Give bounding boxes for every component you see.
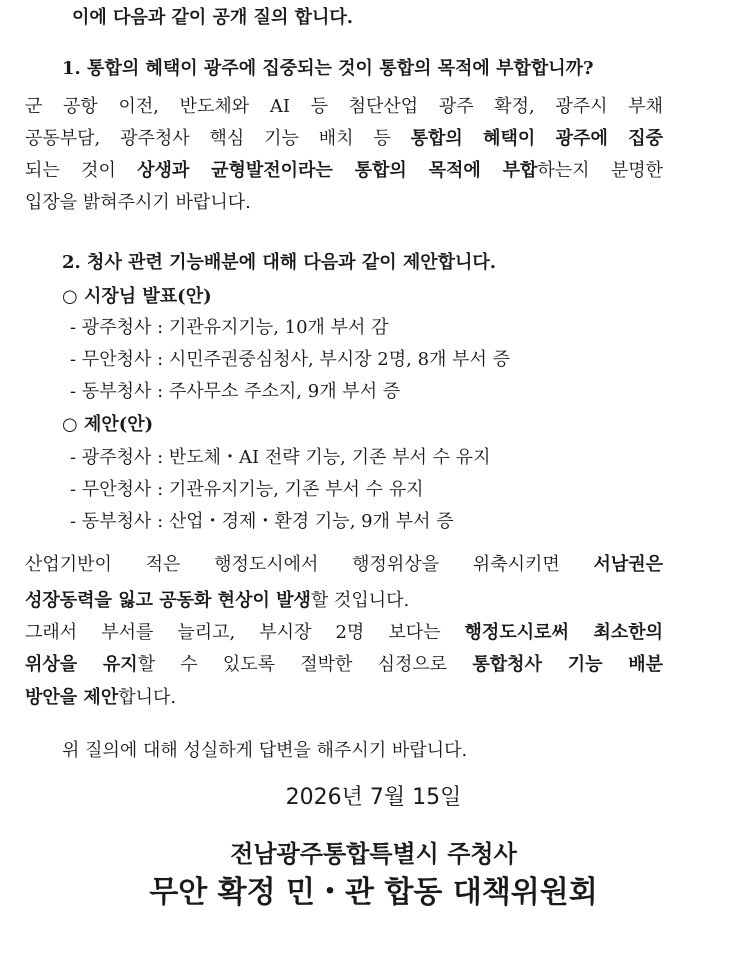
emphasis-text: 위상을 유지: [25, 654, 138, 675]
q2-heading: 2. 청사 관련 기능배분에 대해 다음과 같이 제안합니다.: [62, 252, 497, 273]
mayor-plan-item: - 광주청사 : 기관유지기능, 10개 부서 감: [70, 317, 389, 338]
emphasis-text: 통합청사 기능 배분: [472, 654, 663, 675]
body-text: 합니다.: [118, 687, 177, 708]
q1-line: [25, 127, 663, 151]
emphasis-text: 방안을 제안: [25, 687, 119, 708]
mayor-plan-item: - 동부청사 : 주사무소 주소지, 9개 부서 증: [70, 381, 401, 402]
emphasis-text: 성장동력을 잃고 공동화 현상이 발생: [25, 590, 311, 611]
body-text: 할 것입니다.: [310, 590, 410, 611]
body-text: 그래서 부서를 늘리고, 부시장 2명 보다는: [25, 622, 465, 643]
intro-line: 이에 다음과 같이 공개 질의 합니다.: [72, 7, 354, 28]
body-text: 공동부담, 광주청사 핵심 기능 배치 등: [25, 128, 411, 149]
proposal-item: - 무안청사 : 기관유지기능, 기존 부서 수 유지: [70, 479, 424, 500]
mayor-plan-item: - 무안청사 : 시민주권중심청사, 부시장 2명, 8개 부서 증: [70, 349, 511, 370]
body-text: 산업기반이 적은 행정도시에서 행정위상을 위축시키면: [25, 554, 594, 575]
argument-line: [25, 589, 409, 613]
body-text: 되는 것이: [25, 160, 138, 181]
q1-line: [25, 95, 663, 119]
proposal-item: - 광주청사 : 반도체・AI 전략 기능, 기존 부서 수 유지: [70, 447, 491, 468]
q1-line: [25, 159, 663, 183]
argument-line: [25, 653, 663, 677]
emphasis-text: 통합의 혜택이 광주에 집중: [410, 128, 663, 149]
mayor-plan-title: ○ 시장님 발표(안): [62, 286, 212, 307]
emphasis-text: 상생과 균형발전이라는 통합의 목적에 부합: [137, 160, 538, 181]
emphasis-text: 행정도시로써 최소한의: [464, 622, 663, 643]
closing-request: 위 질의에 대해 성실하게 답변을 해주시기 바랍니다.: [62, 740, 468, 761]
q1-line: [25, 191, 251, 215]
document-date: 2026년 7월 15일: [285, 785, 462, 810]
body-text: 입장을 밝혀주시기 바랍니다.: [25, 192, 251, 213]
q1-heading: 1. 통합의 혜택이 광주에 집중되는 것이 통합의 목적에 부합합니까?: [62, 58, 594, 79]
body-text: 군 공항 이전, 반도체와 AI 등 첨단산업 광주 확정, 광주시 부채: [25, 96, 663, 117]
body-text: 하는지 분명한: [537, 160, 663, 181]
organization-name: 무안 확정 민・관 합동 대책위원회: [149, 875, 598, 910]
proposal-item: - 동부청사 : 산업・경제・환경 기능, 9개 부서 증: [70, 511, 454, 532]
argument-line: [25, 686, 176, 710]
emphasis-text: 서남권은: [593, 554, 663, 575]
argument-line: [25, 553, 663, 577]
body-text: 할 수 있도록 절박한 심정으로: [137, 654, 473, 675]
proposal-title: ○ 제안(안): [62, 414, 154, 435]
argument-line: [25, 621, 663, 645]
organization-subtitle: 전남광주통합특별시 주청사: [230, 840, 517, 868]
